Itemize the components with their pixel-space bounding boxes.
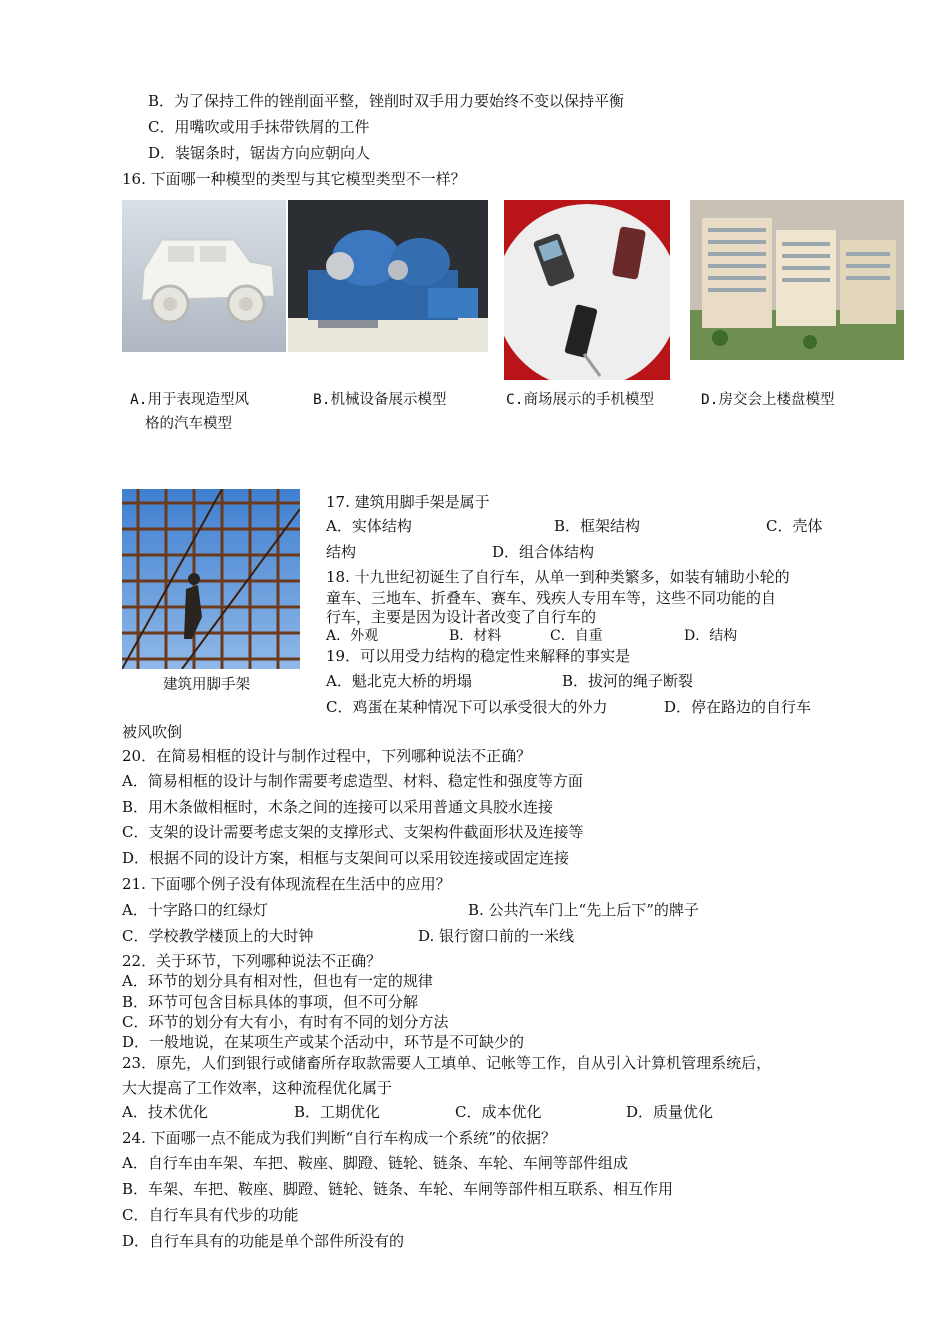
q20-option-c: C．支架的设计需要考虑支架的支撑形式、支架构件截面形状及连接等 (122, 823, 584, 841)
q17-option-a: A．实体结构 (326, 517, 412, 535)
q18-option-a: A．外观 (326, 628, 379, 644)
machinery-model-image (288, 200, 488, 352)
scaffold-caption: 建筑用脚手架 (163, 677, 250, 693)
q16-stem: 16. 下面哪一种模型的类型与其它模型类型不一样？ (122, 170, 466, 188)
q24-option-b: B．车架、车把、鞍座、脚蹬、链轮、链条、车轮、车闸等部件相互联系、相互作用 (122, 1180, 674, 1198)
q24-stem: 24. 下面哪一点不能成为我们判断“自行车构成一个系统”的依据？ (122, 1129, 556, 1147)
q22-option-a: A．环节的划分具有相对性，但也有一定的规律 (122, 972, 433, 990)
q19-option-a: A．魁北克大桥的坍塌 (326, 672, 472, 690)
q17-option-c: C．壳体 (766, 517, 823, 535)
q19-option-d: D．停在路边的自行车 (664, 698, 812, 716)
q18-stem-line1: 18. 十九世纪初诞生了自行车，从单一到种类繁多，如装有辅助小轮的 (326, 568, 790, 586)
q18-option-b: B．材料 (449, 628, 502, 644)
q17-option-b: B．框架结构 (554, 517, 641, 535)
building-model-image (690, 200, 904, 360)
q15-option-b: B．为了保持工件的锉削面平整，锉削时双手用力要始终不变以保持平衡 (148, 92, 625, 110)
q21-option-d: D. 银行窗口前的一米线 (418, 927, 575, 945)
q24-option-a: A．自行车由车架、车把、鞍座、脚蹬、链轮、链条、车轮、车闸等部件组成 (122, 1154, 628, 1172)
q24-option-d: D．自行车具有的功能是单个部件所没有的 (122, 1232, 405, 1250)
q19-option-d-cont: 被风吹倒 (122, 723, 183, 741)
phone-display-image (504, 200, 670, 380)
q16-caption-c: C.商场展示的手机模型 (506, 392, 654, 408)
q19-option-b: B．拔河的绳子断裂 (562, 672, 694, 690)
q23-stem-line2: 大大提高了工作效率，这种流程优化属于 (122, 1079, 393, 1097)
q15-option-c: C．用嘴吹或用手抹带铁屑的工件 (148, 118, 370, 136)
q23-option-a: A．技术优化 (122, 1103, 208, 1121)
q15-option-d: D．装锯条时，锯齿方向应朝向人 (148, 144, 371, 162)
scaffold-image (122, 489, 300, 669)
q21-stem: 21. 下面哪个例子没有体现流程在生活中的应用？ (122, 875, 451, 893)
q20-option-b: B．用木条做相框时，木条之间的连接可以采用普通文具胶水连接 (122, 798, 554, 816)
car-model-image (122, 200, 286, 352)
q22-option-d: D．一般地说，在某项生产或某个活动中，环节是不可缺少的 (122, 1033, 525, 1051)
q22-option-c: C．环节的划分有大有小，有时有不同的划分方法 (122, 1013, 449, 1031)
q22-option-b: B．环节可包含目标具体的事项，但不可分解 (122, 993, 419, 1011)
q18-option-d: D．结构 (684, 628, 738, 644)
q17-option-c-cont: 结构 (326, 543, 357, 561)
q16-caption-a-line2: 格的汽车模型 (145, 416, 232, 432)
q24-option-c: C．自行车具有代步的功能 (122, 1206, 299, 1224)
q20-option-d: D．根据不同的设计方案，相框与支架间可以采用铰连接或固定连接 (122, 849, 570, 867)
q16-caption-a-line1: A.用于表现造型风 (130, 392, 249, 408)
q22-stem: 22．关于环节，下列哪种说法不正确？ (122, 952, 382, 970)
q23-option-b: B．工期优化 (294, 1103, 381, 1121)
q19-option-c: C．鸡蛋在某种情况下可以承受很大的外力 (326, 698, 608, 716)
q23-option-d: D．质量优化 (626, 1103, 714, 1121)
q17-option-d: D．组合体结构 (492, 543, 595, 561)
q20-stem: 20．在简易相框的设计与制作过程中，下列哪种说法不正确？ (122, 747, 532, 765)
q16-caption-d: D.房交会上楼盘模型 (701, 392, 835, 408)
q21-option-a: A．十字路口的红绿灯 (122, 901, 268, 919)
q23-option-c: C．成本优化 (455, 1103, 542, 1121)
q19-stem: 19．可以用受力结构的稳定性来解释的事实是 (326, 647, 631, 665)
q20-option-a: A．简易相框的设计与制作需要考虑造型、材料、稳定性和强度等方面 (122, 772, 583, 790)
q23-stem-line1: 23．原先，人们到银行或储畜所存取款需要人工填单、记帐等工作，自从引入计算机管理系统后， (122, 1054, 772, 1072)
q17-stem: 17. 建筑用脚手架是属于 (326, 493, 490, 511)
q21-option-b: B. 公共汽车门上“先上后下”的牌子 (468, 901, 699, 919)
q16-caption-b: B.机械设备展示模型 (313, 392, 447, 408)
q21-option-c: C．学校教学楼顶上的大时钟 (122, 927, 314, 945)
q18-stem-line2: 童车、三地车、折叠车、赛车、残疾人专用车等，这些不同功能的自 (326, 589, 777, 607)
q18-stem-line3: 行车，主要是因为设计者改变了自行车的 (326, 608, 597, 626)
q18-option-c: C．自重 (550, 628, 603, 644)
